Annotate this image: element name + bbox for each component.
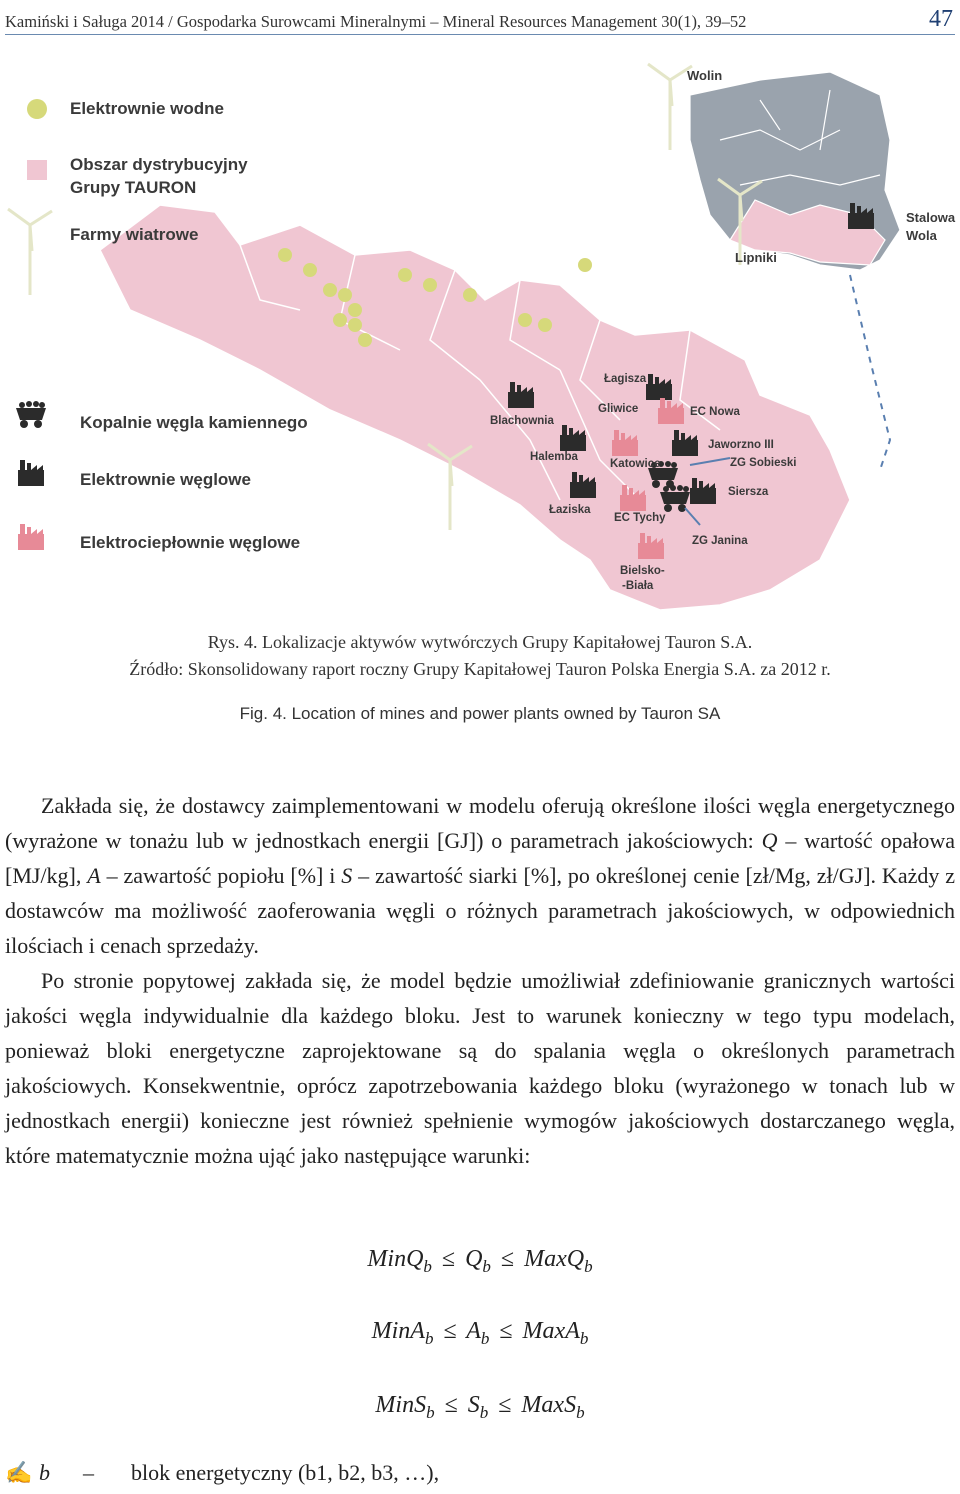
figure-source: Źródło: Skonsolidowany raport roczny Grupy Kapitałowej Tauron Polska Energia S.A. za 2012 r. xyxy=(129,659,831,679)
label-halemba: Halemba xyxy=(530,451,578,463)
figure-caption-pl: Rys. 4. Lokalizacje aktywów wytwórczych Grupy Kapitałowej Tauron S.A. xyxy=(207,632,753,652)
label-lipniki: Lipniki xyxy=(735,250,777,265)
figure-caption-en: Fig. 4. Location of mines and power plants owned by Tauron SA xyxy=(239,704,721,723)
legend-coal-plant-icon xyxy=(18,460,44,486)
label-wola: Wola xyxy=(906,228,937,243)
legend-area-swatch xyxy=(27,160,47,180)
legend-hydro-dot xyxy=(27,99,47,119)
wind-turbine-icon xyxy=(8,209,52,295)
pointing-hand-icon: ✍ xyxy=(5,1460,33,1485)
figure-map xyxy=(0,52,960,612)
label-lagisza: Łagisza xyxy=(604,373,647,385)
wind-turbine-icon xyxy=(648,64,692,150)
legend-chp-plant-icon xyxy=(18,524,44,550)
equation-s: MinS$_b$ ≤ $S_b$ ≤ MaxS$_b$ xyxy=(375,1392,585,1422)
definition-text: blok energetyczny (b1, b2, b3, …), xyxy=(131,1460,440,1485)
label-stalowa: Stalowa xyxy=(906,210,956,225)
legend-plants-label: Elektrownie węglowe xyxy=(80,470,251,489)
label-siersza: Siersza xyxy=(728,486,769,498)
legend-coal-mine-icon xyxy=(16,401,46,428)
running-title: Kamiński i Saługa 2014 / Gospodarka Surowcami Mineralnymi – Mineral Resources Management 30(1), 39–52 xyxy=(5,12,747,31)
label-ec-nowa: EC Nowa xyxy=(690,406,740,418)
paragraph-1: Zakłada się, że dostawcy zaimplementowani w modelu oferują określone ilości węgla energetycznego (wyrażone w tonażu lub w jednostkach energii [GJ]) o parametrach jakościowych: Q – wartość opałowa [MJ/kg], A – zawartość popiołu [%] i S – zawartość siarki [%], po określonej cenie [zł/Mg, zł/GJ]. Każdy z dostawców ma możliwość zaoferowania węgli o różnych parametrach jakościowych, w odpowiednich ilościach i cenach sprzedaży. xyxy=(5,793,955,958)
definition-list xyxy=(5,1460,439,1486)
label-zg-janina: ZG Janina xyxy=(692,535,748,547)
definition-dash: – xyxy=(83,1460,94,1485)
legend-chp-label: Elektrociepłownie węglowe xyxy=(80,533,301,552)
legend-area-label-2: Grupy TAURON xyxy=(70,178,197,197)
label-laziska: Łaziska xyxy=(549,504,591,516)
definition-symbol: b xyxy=(39,1460,50,1485)
label-bielsko-2: -Biała xyxy=(622,580,654,592)
equation-q: MinQ$_b$ ≤ $Q_b$ ≤ MaxQ$_b$ xyxy=(367,1246,593,1276)
legend-mines-label: Kopalnie węgla kamiennego xyxy=(80,413,308,432)
legend-hydro-label: Elektrownie wodne xyxy=(70,99,224,118)
label-wolin: Wolin xyxy=(687,68,723,83)
label-jaworzno: Jaworzno III xyxy=(708,439,774,451)
equation-a: MinA$_b$ ≤ $A_b$ ≤ MaxA$_b$ xyxy=(371,1318,589,1348)
paragraph-2: Po stronie popytowej zakłada się, że model będzie umożliwiał zdefiniowanie granicznych wartości jakości węgla indywidualnie dla każdego bloku. Jest to warunek konieczny w tego typu modelach, ponieważ bloki energetyczne zaprojektowane są do spalania węgla o określonych parametrach jakościowych. Konsekwentnie, oprócz zapotrzebowania każdego bloku (wyrażonego w tonach lub w jednostkach energii) konieczne jest również spełnienie wymogów jakościowych dostarczanego węgla, które matematycznie można ująć jako następujące warunki: xyxy=(5,968,955,1168)
label-zg-sobieski: ZG Sobieski xyxy=(730,457,797,469)
page-number: 47 xyxy=(929,6,953,32)
running-header xyxy=(5,6,955,35)
legend-area-label-1: Obszar dystrybucyjny xyxy=(70,155,248,174)
body-text xyxy=(5,788,955,1173)
label-gliwice: Gliwice xyxy=(598,403,639,415)
legend-wind-label: Farmy wiatrowe xyxy=(70,225,199,244)
label-blachownia: Blachownia xyxy=(490,415,554,427)
label-ec-tychy: EC Tychy xyxy=(614,512,666,524)
label-bielsko-1: Bielsko- xyxy=(620,565,665,577)
label-katowice: Katowice xyxy=(610,458,661,470)
